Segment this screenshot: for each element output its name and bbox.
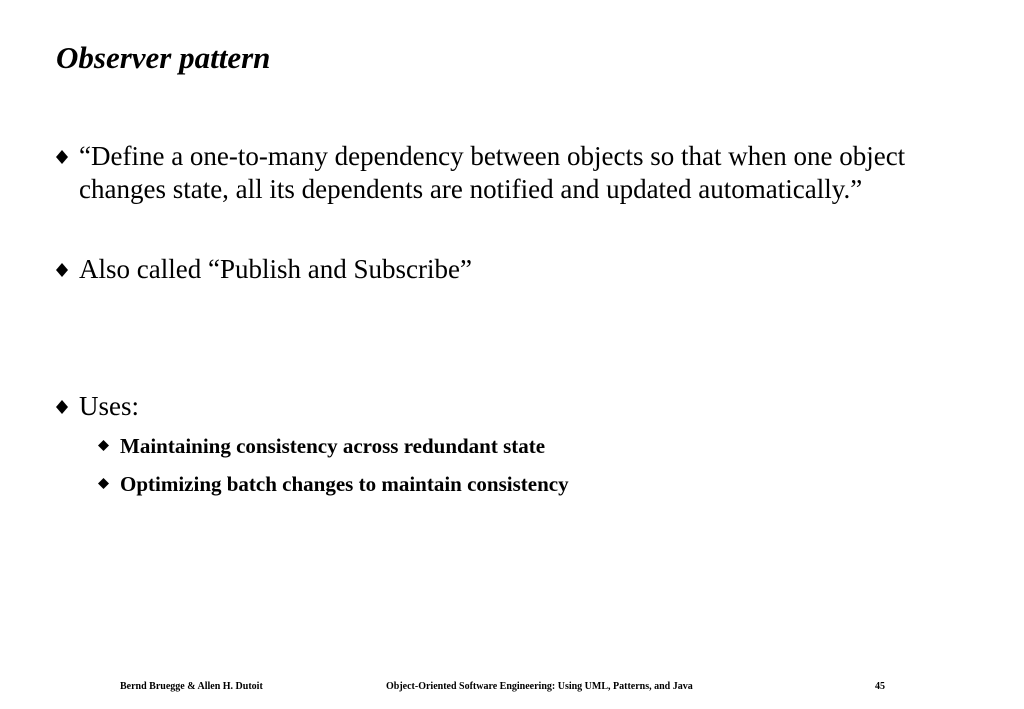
- sub-bullet-item: [98, 470, 898, 498]
- bullet-text: Also called “Publish and Subscribe”: [79, 254, 472, 284]
- diamond-icon: [56, 400, 68, 414]
- bullet-item: [56, 390, 976, 424]
- bullet-text: Uses:: [79, 391, 139, 421]
- footer-page-number: 45: [875, 681, 885, 692]
- footer-book-title: Object-Oriented Software Engineering: Using UML, Patterns, and Java: [386, 681, 693, 692]
- filled-diamond-icon: [98, 478, 109, 489]
- diamond-icon: [56, 263, 68, 277]
- bullet-item: [56, 253, 976, 287]
- sub-bullet-item: [98, 432, 898, 460]
- diamond-icon: [56, 150, 68, 164]
- bullet-text: “Define a one-to-many dependency between objects so that when one object changes state, all its dependents are notified and updated automatically.”: [79, 141, 906, 204]
- footer-authors: Bernd Bruegge & Allen H. Dutoit: [120, 681, 263, 692]
- slide-title: Observer pattern: [56, 40, 271, 75]
- sub-bullet-text: Optimizing batch changes to maintain consistency: [120, 472, 569, 496]
- sub-bullet-text: Maintaining consistency across redundant state: [120, 434, 546, 458]
- bullet-item: [56, 140, 976, 240]
- filled-diamond-icon: [98, 440, 109, 451]
